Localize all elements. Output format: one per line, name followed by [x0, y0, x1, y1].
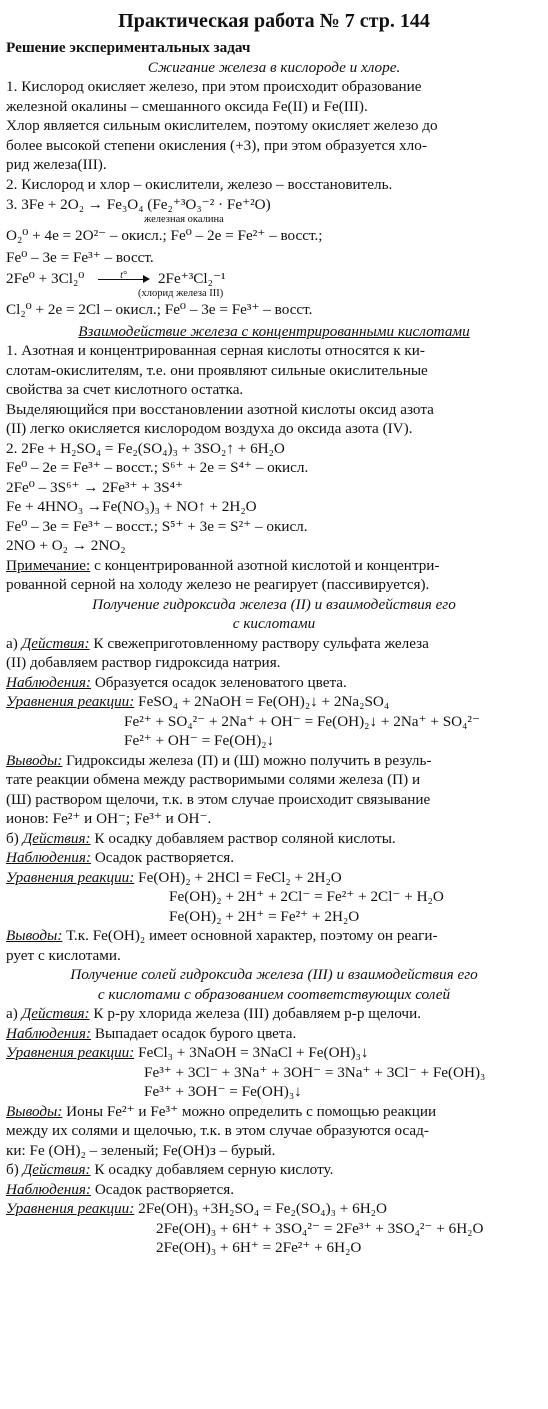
actions-text: К осадку добавляем серную кислоту. — [90, 1161, 334, 1178]
text-line: (II) легко окисляется кислородом воздуха до оксида азота (IV). — [6, 420, 413, 437]
equation-line: 2Fe(OH)₃ + 6H⁺ + 3SO₄²⁻ = 2Fe³⁺ + 3SO₄²⁻ + 6H₂O — [156, 1219, 484, 1237]
equation-note: (хлорид железа III) — [138, 287, 224, 299]
subsection-heading: с кислотами с образованием соответствующих солей — [97, 985, 451, 1003]
equation-line — [6, 692, 542, 712]
subsection-heading: Взаимодействие железа с концентрированными кислотами — [78, 322, 470, 340]
text-line: ионов: Fe²⁺ и OH⁻; Fe³⁺ и OH⁻. — [6, 810, 212, 827]
equation-right: 2Fe⁺³Cl₂⁻¹ — [157, 269, 226, 287]
subsection-heading: Получение солей гидроксида железа (III) и взаимодействия его — [70, 966, 478, 983]
text-line — [6, 848, 542, 868]
observations-text: Выпадает осадок бурого цвета. — [91, 1024, 297, 1042]
equation-text: FeSO₄ + 2NaOH = Fe(OH)₂↓ + 2Na₂SO₄ — [134, 693, 390, 710]
equation-line: 2Fe⁰ – 3S⁶⁺ → 2Fe³⁺ + 3S⁴⁺ — [6, 478, 184, 496]
text-line — [6, 1160, 542, 1180]
conclusions-text: Гидроксиды железа (П) и (Ш) можно получить в резуль- — [62, 751, 432, 769]
subsection-heading: с кислотами — [232, 615, 316, 632]
equation-line — [6, 1043, 542, 1063]
actions-label: Действия: — [22, 829, 91, 847]
equation-text: FeCl₃ + 3NaOH = 3NaCl + Fe(OH)₃↓ — [134, 1044, 369, 1061]
equation-line: 2. 2Fe + H₂SO₄ = Fe₂(SO₄)₃ + 3SO₂↑ + 6H₂O — [6, 439, 285, 457]
equation-text: 2Fe(OH)₃ +3H₂SO₄ = Fe₂(SO₄)₃ + 6H₂O — [134, 1200, 387, 1217]
text-line: рованной серной на холоду железо не реагирует (пассивируется). — [6, 576, 430, 593]
equation-line: 2NO + O₂ → 2NO₂ — [6, 537, 126, 554]
equation-line: O₂⁰ + 4e = 2O²⁻ – окисл.; Fe⁰ – 2e = Fe²⁺ – восст.; — [6, 227, 323, 244]
arrow-label: t° — [120, 270, 127, 282]
text-line — [6, 751, 542, 771]
actions-label: Действия: — [21, 634, 90, 652]
observations-text: Образуется осадок зеленоватого цвета. — [91, 673, 347, 691]
equation-line — [6, 268, 542, 298]
item-marker: а) — [6, 1005, 22, 1022]
text-line: рует с кислотами. — [6, 946, 121, 964]
text-line — [6, 634, 542, 654]
text-line: слотам-окислителям, т.е. они проявляют сильные окислительные — [6, 361, 428, 379]
text-line — [6, 926, 542, 946]
equation-line — [6, 194, 542, 224]
equation-line: Fe²⁺ + SO₄²⁻ + 2Na⁺ + OH⁻ = Fe(OH)₂↓ + 2Na⁺ + SO₄²⁻ — [124, 712, 480, 730]
text-line: между их солями и щелочью, т.к. в этом случае образуются осад- — [6, 1122, 429, 1139]
observations-text: Осадок растворяется. — [91, 1180, 234, 1198]
text-line: 1. Кислород окисляет железо, при этом происходит образование — [6, 78, 422, 95]
equation-text: 3. 3Fe + 2O₂ → Fe₃O₄ (Fe₂⁺³O₃⁻² · Fe⁺²O) — [6, 196, 271, 213]
actions-label: Действия: — [21, 1005, 90, 1022]
item-marker: а) — [6, 634, 22, 652]
equations-label: Уравнения реакции: — [6, 868, 135, 886]
observations-label: Наблюдения: — [6, 849, 92, 866]
text-line — [6, 1004, 542, 1024]
note-label: Примечание: — [6, 556, 91, 574]
equation-line: 2Fe(OH)₃ + 6H⁺ = 2Fe²⁺ + 6H₂O — [156, 1239, 362, 1256]
equation-line: Fe³⁺ + 3Cl⁻ + 3Na⁺ + 3OH⁻ = 3Na⁺ + 3Cl⁻ + Fe(OH)₃ — [144, 1063, 486, 1081]
text-line — [6, 1180, 542, 1200]
text-line: свойства за счет кислотного остатка. — [6, 381, 244, 398]
equation-line: Fe(OH)₂ + 2H⁺ = Fe²⁺ + 2H₂O — [169, 907, 360, 925]
equation-line: Cl₂⁰ + 2e = 2Cl – окисл.; Fe⁰ – 3e = Fe³⁺ – восст. — [6, 300, 313, 318]
text-line — [6, 829, 542, 849]
actions-text: К свежеприготовленному раствору сульфата железа — [89, 634, 429, 652]
text-line: 2. Кислород и хлор – окислители, железо – восстановитель. — [6, 175, 393, 193]
page-title: Практическая работа № 7 стр. 144 — [118, 10, 430, 32]
text-line: железной окалины – смешанного оксида Fe(II) и Fe(III). — [6, 97, 368, 115]
text-line: (II) добавляем раствор гидроксида натрия. — [6, 654, 281, 671]
reaction-arrow — [98, 270, 150, 284]
conclusions-label: Выводы: — [6, 751, 63, 769]
text-line: Выделяющийся при восстановлении азотной кислоты оксид азота — [6, 400, 434, 418]
equation-left: 2Fe⁰ + 3Cl₂⁰ — [6, 269, 85, 287]
item-marker: б) — [6, 829, 23, 847]
observations-text: Осадок растворяется. — [91, 849, 234, 866]
conclusions-text: Ионы Fe²⁺ и Fe³⁺ можно определить с помощью реакции — [62, 1102, 437, 1120]
equation-line: Fe + 4HNO₃ →Fe(NO₃)₃ + NO↑ + 2H₂O — [6, 498, 257, 515]
text-line — [6, 673, 542, 693]
observations-label: Наблюдения: — [6, 673, 92, 691]
note-text: с концентрированной азотной кислотой и концентри- — [90, 556, 440, 574]
equation-line: Fe⁰ – 2e = Fe³⁺ – восст.; S⁶⁺ + 2e = S⁴⁺ – окисл. — [6, 459, 309, 476]
text-line — [6, 1024, 542, 1044]
document — [6, 6, 542, 1258]
equation-line — [6, 1199, 542, 1219]
subsection-heading: Сжигание железа в кислороде и хлоре. — [147, 58, 401, 76]
equation-text: Fe(OH)₂ + 2HCl = FeCl₂ + 2H₂O — [134, 868, 342, 886]
equation-line: Fe⁰ – 3e = Fe³⁺ – восст. — [6, 249, 154, 266]
text-line — [6, 556, 542, 576]
actions-text: К р-ру хлорида железа (III) добавляем р-р щелочи. — [89, 1005, 421, 1022]
conclusions-label: Выводы: — [6, 927, 63, 944]
text-line: (Ш) раствором щелочи, т.к. в этом случае происходит связывание — [6, 790, 431, 808]
equation-line: Fe(OH)₂ + 2H⁺ + 2Cl⁻ = Fe²⁺ + 2Cl⁻ + H₂O — [169, 888, 444, 905]
conclusions-label: Выводы: — [6, 1102, 63, 1120]
equation-note: железная окалина — [144, 214, 224, 225]
observations-label: Наблюдения: — [6, 1180, 92, 1198]
subsection-heading: Получение гидроксида железа (II) и взаимодействия его — [92, 595, 456, 613]
text-line: рид железа(III). — [6, 156, 107, 173]
equation-line — [6, 868, 542, 888]
observations-label: Наблюдения: — [6, 1024, 92, 1042]
text-line: ки: Fe (OH)₂ – зеленый; Fe(OH)з – бурый. — [6, 1141, 276, 1159]
equations-label: Уравнения реакции: — [6, 1044, 135, 1061]
actions-label: Действия: — [22, 1161, 91, 1178]
equation-line: Fe⁰ – 3e = Fe³⁺ – восст.; S⁵⁺ + 3e = S²⁺ – окисл. — [6, 517, 308, 535]
equation-line: Fe³⁺ + 3OH⁻ = Fe(OH)₃↓ — [144, 1083, 302, 1100]
equations-label: Уравнения реакции: — [6, 1200, 135, 1217]
text-line: 1. Азотная и концентрированная серная кислоты относятся к ки- — [6, 342, 425, 359]
section-heading: Решение экспериментальных задач — [6, 39, 251, 56]
equation-line: Fe²⁺ + OH⁻ = Fe(OH)₂↓ — [124, 732, 275, 749]
equations-label: Уравнения реакции: — [6, 693, 135, 710]
conclusions-text: Т.к. Fe(OH)₂ имеет основной характер, поэтому он реаги- — [62, 927, 438, 944]
text-line: более высокой степени окисления (+3), при этом образуется хло- — [6, 136, 427, 154]
text-line: Хлор является сильным окислителем, поэтому окисляет железо до — [6, 117, 438, 134]
text-line: тате реакции обмена между растворимыми солями железа (П) и — [6, 771, 421, 788]
text-line — [6, 1102, 542, 1122]
actions-text: К осадку добавляем раствор соляной кислоты. — [90, 829, 396, 847]
item-marker: б) — [6, 1161, 23, 1178]
